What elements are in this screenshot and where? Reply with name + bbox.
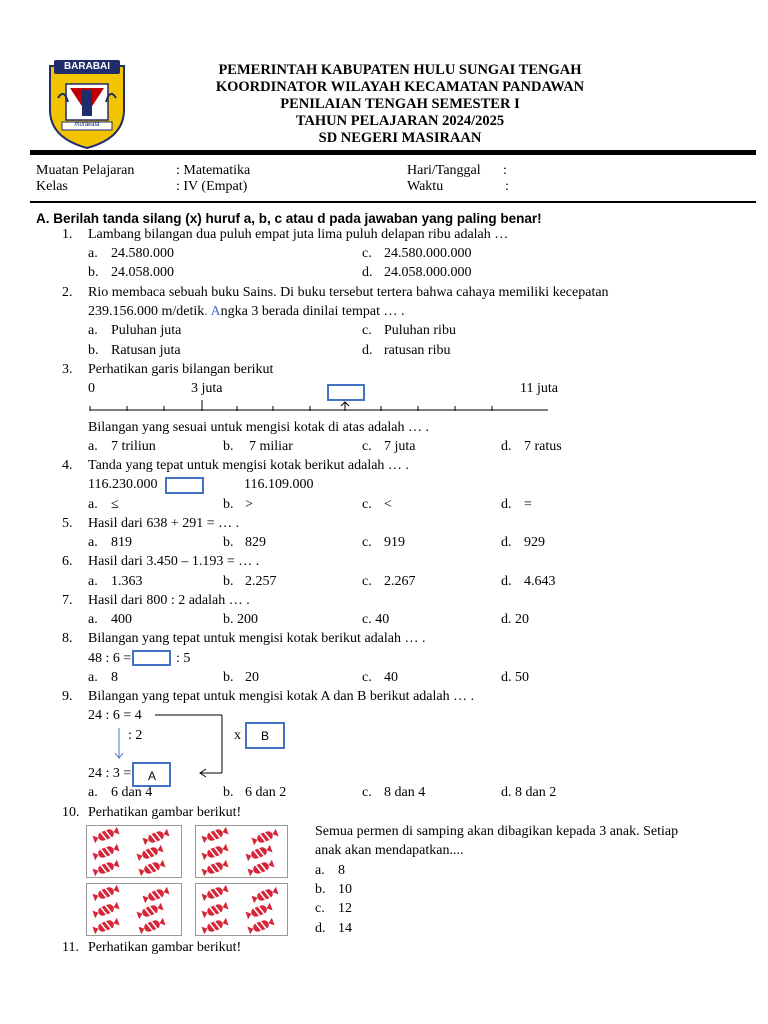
header-line-4: TAHUN PELAJARAN 2024/2025 xyxy=(295,113,505,129)
q6-a[interactable]: 1.363 xyxy=(111,574,143,589)
q3-a[interactable]: 7 triliun xyxy=(111,439,156,454)
q8-a[interactable]: 8 xyxy=(111,670,118,685)
q9-c-letter: c. xyxy=(362,785,372,800)
class-value: : IV (Empat) xyxy=(176,179,248,194)
number-line-label-3m: 3 juta xyxy=(191,381,223,396)
q9-a-letter: a. xyxy=(88,785,98,800)
q6-text: Hasil dari 3.450 – 1.193 = … . xyxy=(88,554,260,569)
q2-c-letter: c. xyxy=(362,323,372,338)
q3-c-letter: c. xyxy=(362,439,372,454)
q3-b[interactable]: 7 miliar xyxy=(249,439,293,454)
q7-d[interactable]: d. 20 xyxy=(501,612,529,627)
q3-text-line2: Bilangan yang sesuai untuk mengisi kotak di atas adalah … . xyxy=(88,420,429,435)
q9-divide-2: : 2 xyxy=(128,728,143,743)
q6-c[interactable]: 2.267 xyxy=(384,574,416,589)
q3-number: 3. xyxy=(62,362,73,377)
q8-b-letter: b. xyxy=(223,670,234,685)
q3-c[interactable]: 7 juta xyxy=(384,439,416,454)
q1-text: Lambang bilangan dua puluh empat juta lima puluh delapan ribu adalah … xyxy=(88,227,509,242)
time-label: Waktu xyxy=(407,179,444,194)
q9-a[interactable]: 6 dan 4 xyxy=(111,785,153,800)
q1-d[interactable]: 24.058.000.000 xyxy=(384,265,472,280)
q6-number: 6. xyxy=(62,554,73,569)
q11-text: Perhatikan gambar berikut! xyxy=(88,940,242,955)
q10-c[interactable]: 12 xyxy=(338,901,352,916)
q4-a[interactable]: ≤ xyxy=(111,497,119,512)
q2-a[interactable]: Puluhan juta xyxy=(111,323,182,338)
q6-c-letter: c. xyxy=(362,574,372,589)
q4-d[interactable]: = xyxy=(524,497,532,512)
q9-b[interactable]: 6 dan 2 xyxy=(245,785,287,800)
q9-c[interactable]: 8 dan 4 xyxy=(384,785,426,800)
q9-equation-1: 24 : 6 = 4 xyxy=(88,708,142,723)
q5-c-letter: c. xyxy=(362,535,372,550)
q2-number: 2. xyxy=(62,285,73,300)
q9-b-letter: b. xyxy=(223,785,234,800)
header-line-3: PENILAIAN TENGAH SEMESTER I xyxy=(280,96,520,112)
q5-text: Hasil dari 638 + 291 = … . xyxy=(88,516,240,531)
candy-illustration xyxy=(86,825,289,937)
q4-c-letter: c. xyxy=(362,497,372,512)
q6-d[interactable]: 4.643 xyxy=(524,574,556,589)
q4-left-number: 116.230.000 xyxy=(88,477,158,492)
q9-text: Bilangan yang tepat untuk mengisi kotak A dan B berikut adalah … . xyxy=(88,689,475,704)
q1-b-letter: b. xyxy=(88,265,99,280)
q7-number: 7. xyxy=(62,593,73,608)
q10-a-letter: a. xyxy=(315,863,325,878)
q2-speed-dot: . A xyxy=(204,304,221,319)
q9-number: 9. xyxy=(62,689,73,704)
logo-banner-text: BARABAI xyxy=(63,61,111,72)
q9-equation-2: 24 : 3 = xyxy=(88,766,132,781)
q3-d-letter: d. xyxy=(501,439,512,454)
section-a-instruction: A. Berilah tanda silang (x) huruf a, b, c atau d pada jawaban yang paling benar! xyxy=(36,211,542,226)
q2-d[interactable]: ratusan ribu xyxy=(384,343,451,358)
q8-equation-right: : 5 xyxy=(176,651,191,666)
q7-a-letter: a. xyxy=(88,612,98,627)
header-line-1: PEMERINTAH KABUPATEN HULU SUNGAI TENGAH xyxy=(218,62,582,78)
info-rule xyxy=(30,201,756,203)
logo-ribbon-text: murakata xyxy=(74,122,100,128)
q7-text: Hasil dari 800 : 2 adalah … . xyxy=(88,593,250,608)
q4-d-letter: d. xyxy=(501,497,512,512)
q1-b[interactable]: 24.058.000 xyxy=(111,265,174,280)
q7-c[interactable]: c. 40 xyxy=(362,612,390,627)
subject-value: : Matematika xyxy=(176,163,251,178)
q1-d-letter: d. xyxy=(362,265,373,280)
q2-b[interactable]: Ratusan juta xyxy=(111,343,181,358)
q2-c[interactable]: Puluhan ribu xyxy=(384,323,456,338)
q6-a-letter: a. xyxy=(88,574,98,589)
q10-b-letter: b. xyxy=(315,882,326,897)
q2-b-letter: b. xyxy=(88,343,99,358)
q3-d[interactable]: 7 ratus xyxy=(524,439,562,454)
q10-description-2: anak akan mendapatkan.... xyxy=(315,843,464,858)
q2-a-letter: a. xyxy=(88,323,98,338)
q5-d[interactable]: 929 xyxy=(524,535,545,550)
q2-speed: 239.156.000 m/detik xyxy=(88,304,205,319)
q1-a[interactable]: 24.580.000 xyxy=(111,246,174,261)
day-label: Hari/Tanggal xyxy=(407,163,481,178)
q4-right-number: 116.109.000 xyxy=(244,477,314,492)
q2-question: ngka 3 berada dinilai tempat … . xyxy=(220,304,405,319)
q2-text-line2 xyxy=(88,304,405,320)
number-line-label-11m: 11 juta xyxy=(520,381,558,396)
q8-equation-left: 48 : 6 = xyxy=(88,651,132,666)
q9-box-a[interactable]: A xyxy=(132,762,171,787)
q4-b[interactable]: > xyxy=(245,497,253,512)
q4-c[interactable]: < xyxy=(384,497,392,512)
q2-d-letter: d. xyxy=(362,343,373,358)
q4-a-letter: a. xyxy=(88,497,98,512)
q3-b-letter: b. xyxy=(223,439,234,454)
q6-b-letter: b. xyxy=(223,574,234,589)
number-line-label-0: 0 xyxy=(88,381,95,396)
q5-a[interactable]: 819 xyxy=(111,535,132,550)
q1-c-letter: c. xyxy=(362,246,372,261)
q8-text: Bilangan yang tepat untuk mengisi kotak berikut adalah … . xyxy=(88,631,426,646)
q10-c-letter: c. xyxy=(315,901,325,916)
q8-answer-box[interactable] xyxy=(132,650,171,666)
q10-text: Perhatikan gambar berikut! xyxy=(88,805,242,820)
q3-text: Perhatikan garis bilangan berikut xyxy=(88,362,274,377)
q3-a-letter: a. xyxy=(88,439,98,454)
q9-d[interactable]: d. 8 dan 2 xyxy=(501,785,557,800)
time-colon: : xyxy=(505,179,509,194)
q5-b[interactable]: 829 xyxy=(245,535,266,550)
q6-b[interactable]: 2.257 xyxy=(245,574,277,589)
header-line-5: SD NEGERI MASIRAAN xyxy=(318,130,482,146)
q4-text: Tanda yang tepat untuk mengisi kotak berikut adalah … . xyxy=(88,458,409,473)
q8-number: 8. xyxy=(62,631,73,646)
q4-number: 4. xyxy=(62,458,73,473)
q2-text: Rio membaca sebuah buku Sains. Di buku tersebut tertera bahwa cahaya memiliki kecepatan xyxy=(88,285,609,300)
class-label: Kelas xyxy=(36,179,68,194)
q5-d-letter: d. xyxy=(501,535,512,550)
subject-label: Muatan Pelajaran xyxy=(36,163,135,178)
q7-a[interactable]: 400 xyxy=(111,612,132,627)
q10-description-1: Semua permen di samping akan dibagikan kepada 3 anak. Setiap xyxy=(315,824,679,839)
q11-number: 11. xyxy=(62,940,79,955)
q4-answer-box[interactable] xyxy=(165,477,204,494)
number-line xyxy=(85,398,555,418)
q1-c[interactable]: 24.580.000.000 xyxy=(384,246,472,261)
q8-c[interactable]: 40 xyxy=(384,670,398,685)
q10-d-letter: d. xyxy=(315,921,326,936)
q1-number: 1. xyxy=(62,227,73,242)
header-line-2: KOORDINATOR WILAYAH KECAMATAN PANDAWAN xyxy=(215,79,585,95)
q10-d[interactable]: 14 xyxy=(338,921,352,936)
q10-a[interactable]: 8 xyxy=(338,863,345,878)
q8-c-letter: c. xyxy=(362,670,372,685)
q1-a-letter: a. xyxy=(88,246,98,261)
q10-b[interactable]: 10 xyxy=(338,882,352,897)
q5-c[interactable]: 919 xyxy=(384,535,405,550)
q5-number: 5. xyxy=(62,516,73,531)
q8-d[interactable]: d. 50 xyxy=(501,670,529,685)
day-colon: : xyxy=(503,163,507,178)
q5-a-letter: a. xyxy=(88,535,98,550)
q9-times: x xyxy=(234,728,241,743)
school-logo xyxy=(44,58,130,150)
q6-d-letter: d. xyxy=(501,574,512,589)
q7-b[interactable]: b. 200 xyxy=(223,612,258,627)
q5-b-letter: b. xyxy=(223,535,234,550)
q8-b[interactable]: 20 xyxy=(245,670,259,685)
q8-a-letter: a. xyxy=(88,670,98,685)
q4-b-letter: b. xyxy=(223,497,234,512)
header-rule xyxy=(30,150,756,155)
q9-box-b[interactable]: B xyxy=(245,722,285,749)
q10-number: 10. xyxy=(62,805,80,820)
